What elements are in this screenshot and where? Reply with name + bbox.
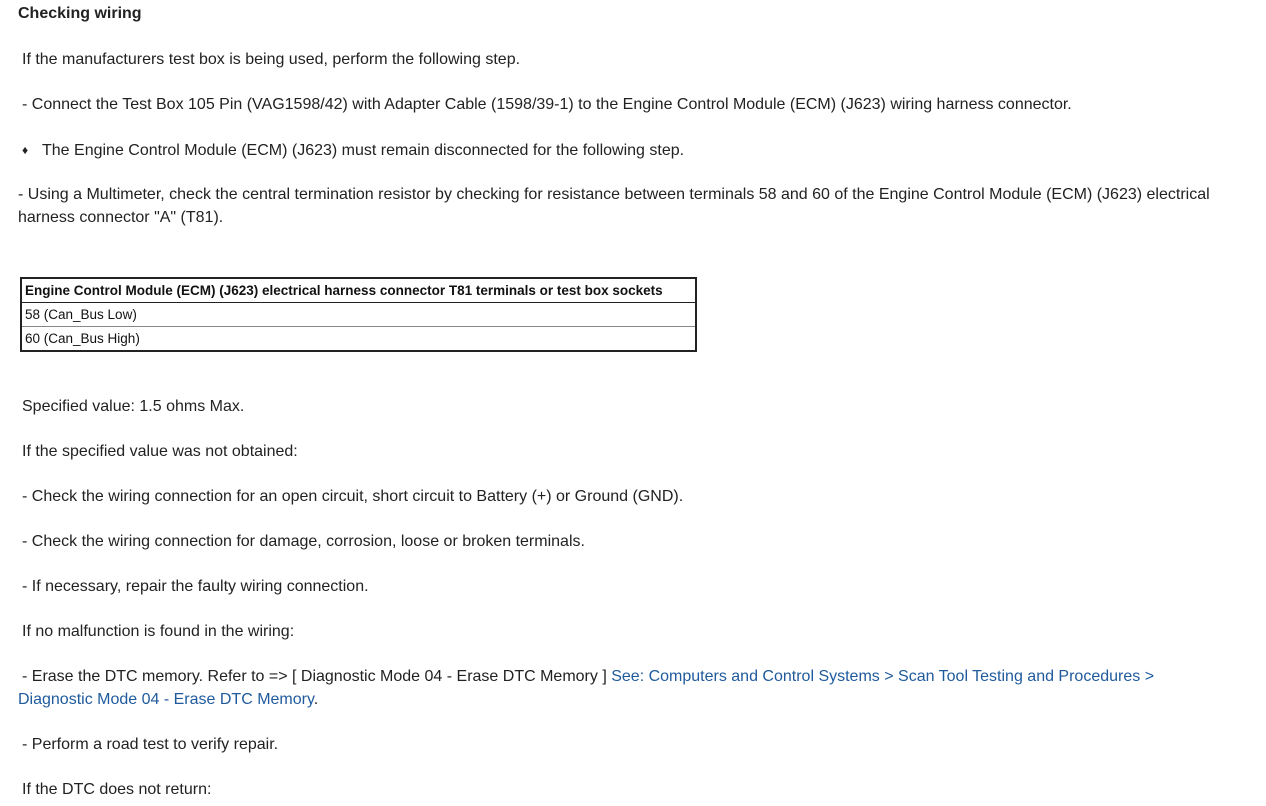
table-row — [21, 327, 696, 352]
diamond-bullet-icon: ♦ — [22, 143, 29, 157]
erase-dtc-step — [18, 666, 1228, 711]
dtc-not-return-condition: If the DTC does not return: — [22, 781, 212, 798]
table-header: Engine Control Module (ECM) (J623) electrical harness connector T81 terminals or test box sockets — [21, 278, 696, 303]
not-obtained-condition: If the specified value was not obtained: — [22, 443, 298, 460]
check-damage-step: - Check the wiring connection for damage, corrosion, loose or broken terminals. — [22, 533, 585, 550]
test-box-condition: If the manufacturers test box is being used, perform the following step. — [22, 51, 521, 68]
no-malfunction-condition: If no malfunction is found in the wiring: — [22, 623, 295, 640]
ecm-disconnected-text: The Engine Control Module (ECM) (J623) must remain disconnected for the following step. — [42, 142, 685, 159]
section-title: Checking wiring — [18, 5, 142, 22]
table-cell: 60 (Can_Bus High) — [21, 327, 696, 352]
specified-value: Specified value: 1.5 ohms Max. — [22, 398, 245, 415]
connect-test-box-step: - Connect the Test Box 105 Pin (VAG1598/42) with Adapter Cable (1598/39-1) to the Engine Control Module (ECM) (J623) wiring harness connector. — [22, 96, 1072, 113]
erase-dtc-end: . — [313, 690, 319, 708]
table-row — [21, 303, 696, 327]
road-test-step: - Perform a road test to verify repair. — [22, 736, 279, 753]
repair-wiring-step: - If necessary, repair the faulty wiring connection. — [22, 578, 369, 595]
ecm-disconnected-note — [18, 139, 1228, 163]
erase-dtc-text: - Erase the DTC memory. Refer to => [ Diagnostic Mode 04 - Erase DTC Memory ] — [22, 668, 612, 685]
erase-dtc-memory-link[interactable]: See: Computers and Control Systems > Scan Tool Testing and Procedures > Diagnostic Mode 04 - Erase DTC Memory — [18, 668, 1155, 708]
table-cell: 58 (Can_Bus Low) — [21, 303, 696, 327]
table-header-row — [21, 278, 696, 303]
terminal-table — [20, 277, 697, 352]
multimeter-check-step: - Using a Multimeter, check the central termination resistor by checking for resistance between terminals 58 and 60 of the Engine Control Module (ECM) (J623) electrical harness connector "A" (T81). — [18, 186, 1210, 226]
check-open-circuit-step: - Check the wiring connection for an open circuit, short circuit to Battery (+) or Ground (GND). — [22, 488, 684, 505]
